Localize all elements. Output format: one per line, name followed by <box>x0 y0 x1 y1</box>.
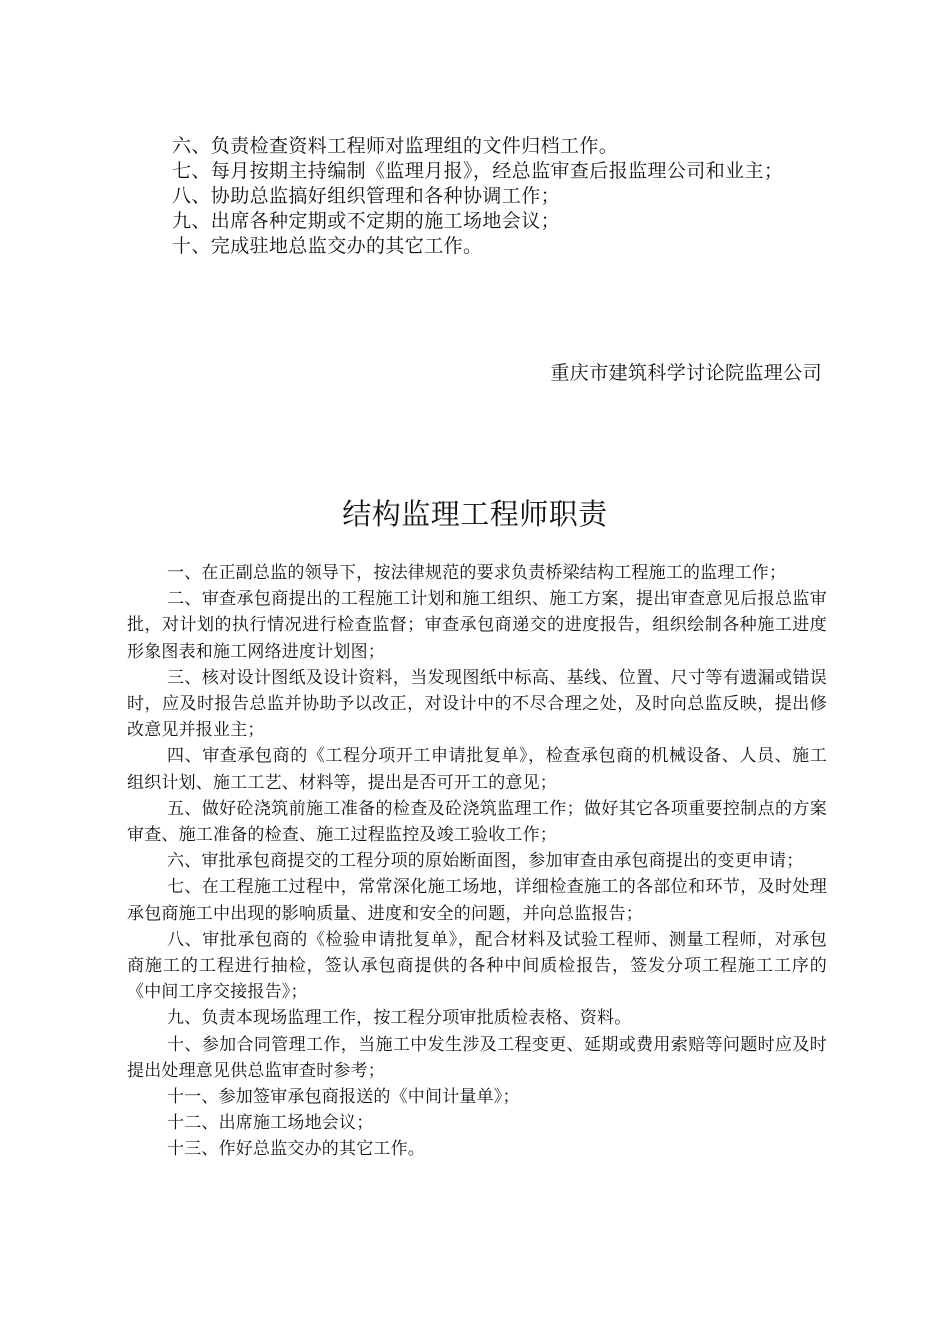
duty-item: 十三、作好总监交办的其它工作。 <box>167 1139 425 1160</box>
duty-item: 六、负责检查资料工程师对监理组的文件归档工作。 <box>172 135 619 157</box>
top-duties-list <box>127 134 827 259</box>
duty-item: 七、在工程施工过程中，常常深化施工场地，详细检查施工的各部位和环节，及时处理承包商施工中出现的影响质量、进度和安全的问题，并向总监报告； <box>127 877 827 924</box>
duty-item: 五、做好砼浇筑前施工准备的检查及砼浇筑监理工作；做好其它各项重要控制点的方案审查、施工准备的检查、施工过程监控及竣工验收工作； <box>127 798 827 846</box>
duty-item: 八、审批承包商的《检验申请批复单》，配合材料及试验工程师、测量工程师，对承包商施工的工程进行抽检，签认承包商提供的各种中间质检报告，签发分项工程施工工序的《中间工序交接报告》； <box>127 929 827 1003</box>
duty-item: 十一、参加签审承包商报送的《中间计量单》； <box>167 1087 520 1108</box>
duty-item: 十、参加合同管理工作，当施工中发生涉及工程变更、延期或费用索赔等问题时应及时提出处理意见供总监审查时参考； <box>127 1034 827 1081</box>
duty-item: 三、核对设计图纸及设计资料，当发现图纸中标高、基线、位置、尺寸等有遗漏或错误时，应及时报告总监并协助予以改正，对设计中的不尽合理之处，及时向总监反映，提出修改意见并报业主； <box>127 667 827 741</box>
duty-item: 八、协助总监搞好组织管理和各种协调工作； <box>172 185 561 207</box>
company-signature: 重庆市建筑科学讨论院监理公司 <box>550 362 822 384</box>
duty-item: 十、完成驻地总监交办的其它工作。 <box>172 235 483 257</box>
duty-item: 四、审查承包商的《工程分项开工申请批复单》，检查承包商的机械设备、人员、施工组织计划、施工工艺、材料等，提出是否可开工的意见； <box>127 746 827 793</box>
duty-item: 七、每月按期主持编制《监理月报》，经总监审查后报监理公司和业主； <box>172 160 784 182</box>
duty-item: 九、负责本现场监理工作，按工程分项审批质检表格、资料。 <box>167 1008 632 1029</box>
duty-item: 十二、出席施工场地会议； <box>167 1113 374 1134</box>
section-title: 结构监理工程师职责 <box>342 497 608 531</box>
duty-item: 六、审批承包商提交的工程分项的原始断面图，参加审查由承包商提出的变更申请； <box>167 851 804 872</box>
structural-duties-list <box>127 560 827 1163</box>
duty-item: 二、审查承包商提出的工程施工计划和施工组织、施工方案，提出审查意见后报总监审批，对计划的执行情况进行检查监督；审查承包商递交的进度报告，组织绘制各种施工进度形象图表和施工网络进度计划图； <box>127 589 827 662</box>
duty-item: 九、出席各种定期或不定期的施工场地会议； <box>172 210 561 232</box>
duty-item: 一、在正副总监的领导下，按法律规范的要求负责桥梁结构工程施工的监理工作； <box>167 563 787 583</box>
